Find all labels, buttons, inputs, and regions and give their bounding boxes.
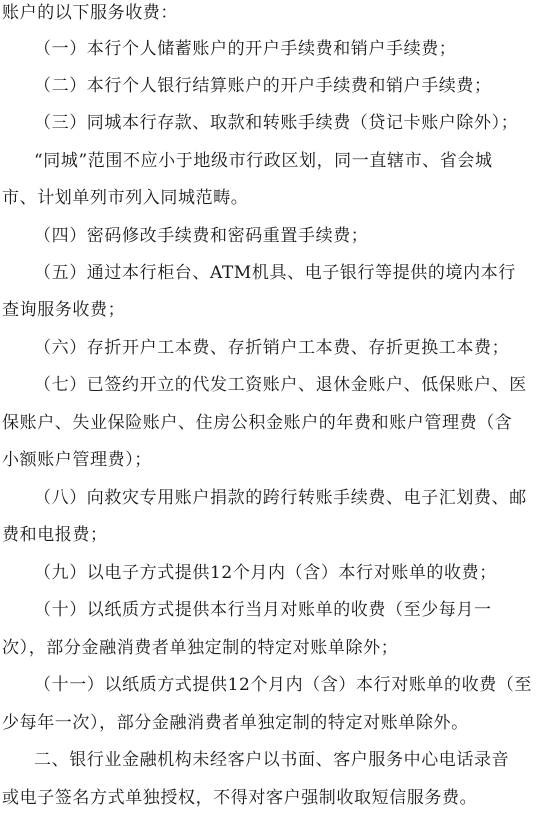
text-line-20: 少每年一次），部分金融消费者单独定制的特定对账单除外。 [2,713,469,733]
text-line-13: 小额账户管理费）； [2,450,152,470]
text-line-2: （一）本行个人储蓄账户的开户手续费和销户手续费； [34,39,457,59]
text-line-21: 二、银行业金融机构未经客户以书面、客户服务中心电话录音 [34,750,510,770]
text-line-14: （八）向救灾专用账户捐款的跨行转账手续费、电子汇划费、邮 [34,488,527,508]
text-line-8: （五）通过本行柜台、ATM机具、电子银行等提供的境内本行 [34,263,516,283]
text-line-4: （三）同城本行存款、取款和转账手续费（贷记卡账户除外）； [34,113,519,133]
text-line-1: 账户的以下服务收费： [2,3,178,23]
text-line-15: 费和电报费； [2,525,108,545]
text-line-17: （十）以纸质方式提供本行当月对账单的收费（至少每月一 [34,600,492,620]
text-line-18: 次），部分金融消费者单独定制的特定对账单除外； [2,638,399,658]
text-line-3: （二）本行个人银行结算账户的开户手续费和销户手续费； [34,76,492,96]
text-line-5: “同城”范围不应小于地级市行政区划，同一直辖市、省会城 [34,151,493,171]
text-line-22: 或电子签名方式单独授权，不得对客户强制收取短信服务费。 [2,788,478,808]
text-line-7: （四）密码修改手续费和密码重置手续费； [34,226,369,246]
text-line-12: 保账户、失业保险账户、住房公积金账户的年费和账户管理费（含 [2,413,513,433]
text-line-11: （七）已签约开立的代发工资账户、退休金账户、低保账户、医 [34,375,527,395]
text-line-16: （九）以电子方式提供12个月内（含）本行对账单的收费； [34,563,497,583]
text-line-10: （六）存折开户工本费、存折销户工本费、存折更换工本费； [34,338,510,358]
text-line-9: 查询服务收费； [2,300,126,320]
text-line-19: （十一）以纸质方式提供12个月内（含）本行对账单的收费（至 [34,675,533,695]
text-line-6: 市、计划单列市列入同城范畴。 [2,188,249,208]
